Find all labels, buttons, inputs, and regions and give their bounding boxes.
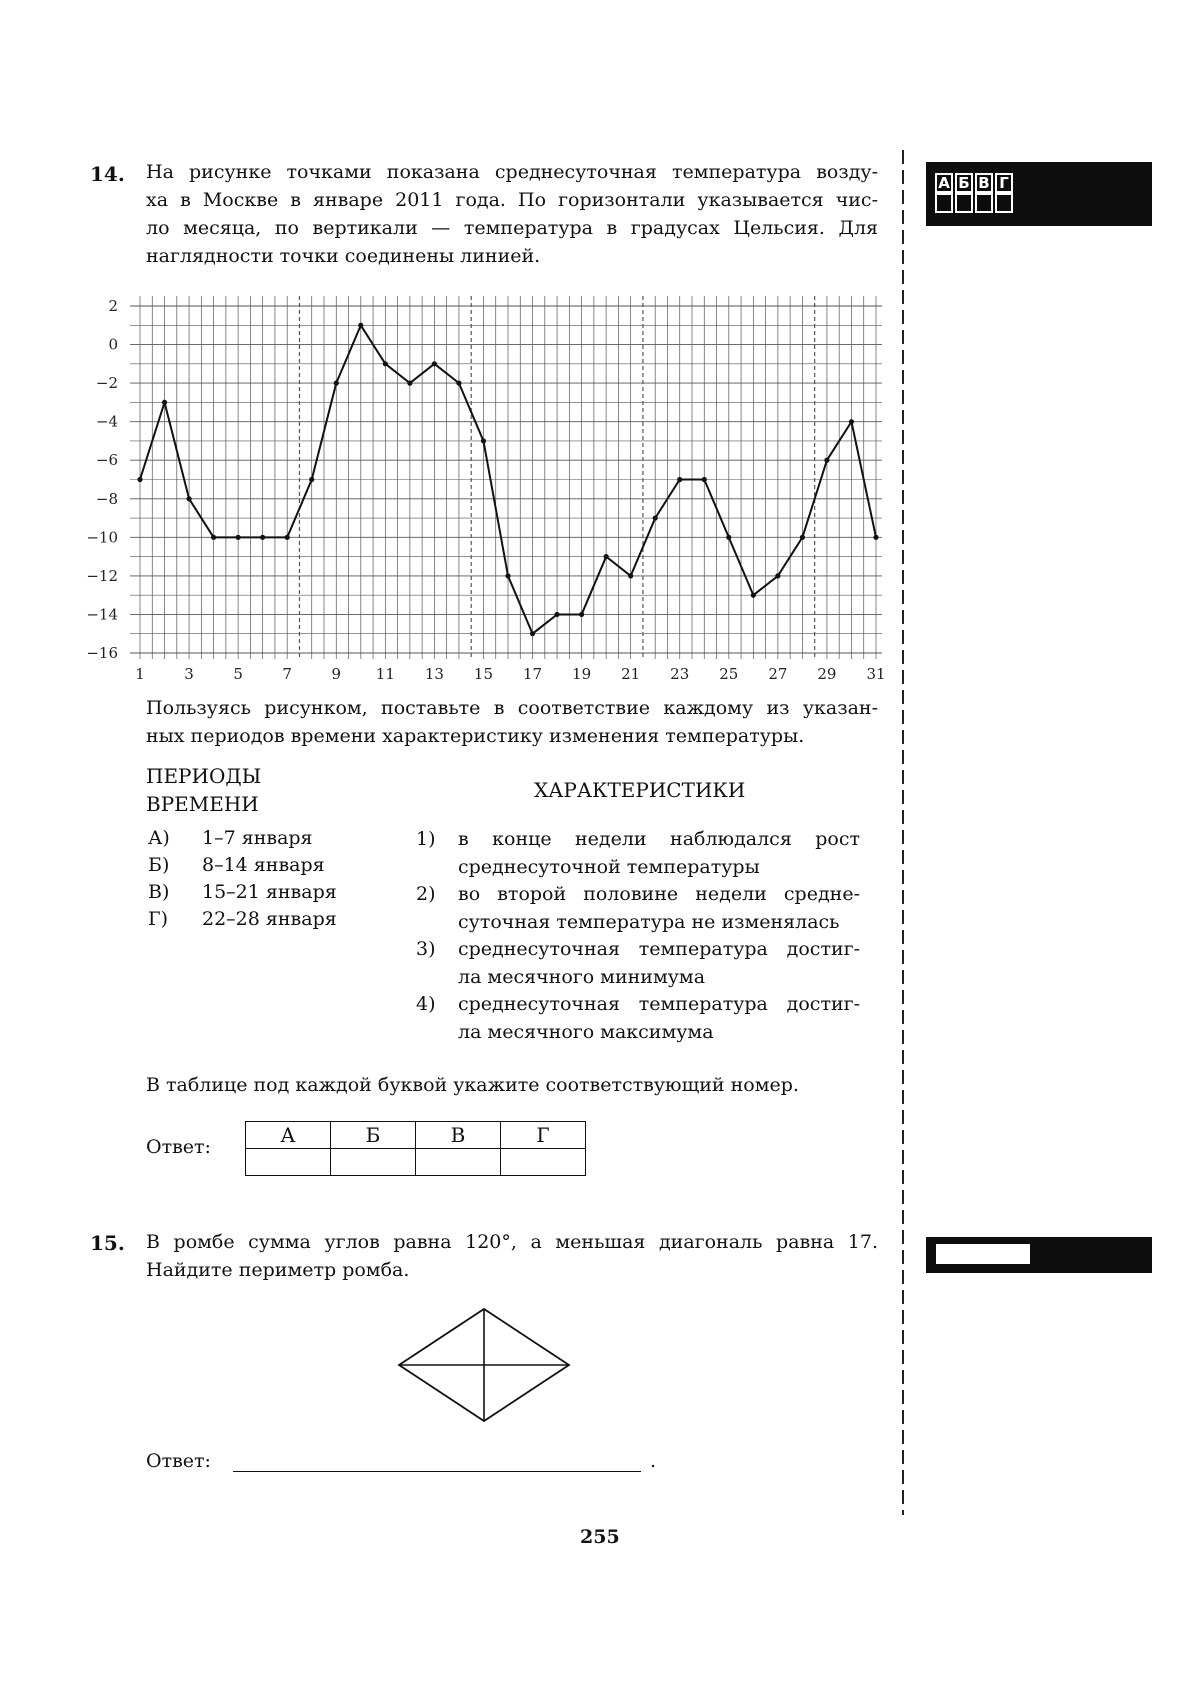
y-axis-ticks [86, 297, 118, 662]
data-point [285, 535, 290, 540]
x-tick-label: 17 [522, 665, 543, 683]
code-cell[interactable] [995, 193, 1013, 213]
data-point [481, 438, 486, 443]
x-tick-label: 5 [233, 665, 243, 683]
data-point [579, 612, 584, 617]
answer-table-header: Б [331, 1122, 416, 1149]
data-point [628, 573, 633, 578]
x-tick-label: 3 [184, 665, 194, 683]
period-text: 8–14 января [202, 854, 325, 876]
problem-15-line: В ромбе сумма углов равна 120°, а меньшая диагональ равна 17. [146, 1231, 878, 1253]
x-tick-label: 21 [621, 665, 641, 683]
data-point [505, 573, 510, 578]
x-tick-label: 31 [866, 665, 886, 683]
code-cell[interactable] [975, 193, 993, 213]
periods-heading-line: ВРЕМЕНИ [146, 792, 259, 816]
y-tick-label: −6 [95, 451, 118, 470]
data-point [432, 361, 437, 366]
matching-instruction [146, 694, 878, 750]
answer-end-mark-15: . [650, 1450, 657, 1472]
code-letter: Б [955, 173, 973, 193]
periods-heading [146, 762, 261, 818]
characteristics-heading: ХАРАКТЕРИСТИКИ [534, 778, 746, 802]
data-point [383, 361, 388, 366]
data-point [358, 323, 363, 328]
matching-instruction-line: Пользуясь рисунком, поставьте в соответствие каждому из указан- [146, 697, 878, 719]
data-point [726, 535, 731, 540]
data-point [677, 477, 682, 482]
x-tick-label: 29 [817, 665, 837, 683]
temperature-chart [86, 290, 890, 700]
problem-14-line: На рисунке точками показана среднесуточная температура возду- [146, 161, 878, 183]
y-tick-label: −8 [95, 489, 118, 508]
data-point [702, 477, 707, 482]
characteristic-line: среднесуточной температуры [458, 856, 760, 878]
answer-table-header: Г [501, 1122, 586, 1149]
answer-table-cell[interactable] [246, 1149, 331, 1176]
period-label: В) [148, 881, 170, 903]
y-tick-label: 2 [108, 297, 118, 315]
answer-table-header: В [416, 1122, 501, 1149]
characteristic-line: в конце недели наблюдался рост [458, 828, 860, 850]
answer-table-cell[interactable] [331, 1149, 416, 1176]
characteristic-line: среднесуточная температура достиг- [458, 993, 860, 1015]
x-tick-label: 25 [719, 665, 739, 683]
period-item [148, 906, 337, 933]
code-cell[interactable] [955, 193, 973, 213]
answer-table-header: А [246, 1122, 331, 1149]
answer-label-14: Ответ: [146, 1136, 211, 1158]
periods-heading-line: ПЕРИОДЫ [146, 764, 262, 788]
x-tick-label: 13 [424, 665, 444, 683]
data-point [236, 535, 241, 540]
x-tick-label: 1 [135, 665, 145, 683]
problem-14-text [146, 158, 878, 270]
problem-14-line: ло месяца, по вертикали — температура в градусах Цельсия. Для [146, 217, 878, 239]
y-tick-label: −16 [86, 644, 118, 662]
answer-label-15: Ответ: [146, 1450, 211, 1472]
problem-15-text [146, 1228, 878, 1284]
characteristic-line: среднесуточная температура достиг- [458, 938, 860, 960]
data-point [162, 400, 167, 405]
period-text: 15–21 января [202, 881, 337, 903]
answer-input-15[interactable] [233, 1471, 641, 1472]
answer-code-box-15 [926, 1237, 1152, 1273]
data-point [137, 477, 142, 482]
characteristic-number: 2) [416, 883, 436, 905]
problem-14-line: наглядности точки соединены линией. [146, 245, 541, 267]
characteristic-number: 4) [416, 993, 436, 1015]
data-point [849, 419, 854, 424]
characteristic-line: суточная температура не изменялась [458, 911, 840, 933]
x-tick-label: 23 [670, 665, 690, 683]
data-point [604, 554, 609, 559]
data-point [334, 381, 339, 386]
answer-code-box-14 [926, 162, 1152, 226]
problem-14-number: 14. [90, 162, 125, 186]
y-tick-label: −14 [86, 605, 118, 624]
data-point [260, 535, 265, 540]
characteristic-line: ла месячного максимума [458, 1021, 714, 1043]
page-number: 255 [580, 1526, 620, 1548]
characteristic-line: во второй половине недели средне- [458, 883, 860, 905]
period-text: 22–28 января [202, 908, 337, 930]
x-tick-label: 19 [572, 665, 592, 683]
data-point [530, 631, 535, 636]
characteristic-line: ла месячного минимума [458, 966, 706, 988]
period-item [148, 879, 337, 906]
code-letter: А [935, 173, 953, 193]
x-tick-label: 27 [768, 665, 788, 683]
y-tick-label: 0 [108, 335, 118, 354]
y-tick-label: −10 [86, 528, 118, 547]
period-label: Б) [148, 854, 170, 876]
data-point [800, 535, 805, 540]
period-label: Г) [148, 908, 168, 930]
period-item [148, 825, 313, 852]
cut-line [902, 150, 904, 1515]
code-letter: В [975, 173, 993, 193]
data-point [751, 593, 756, 598]
code-letter: Г [995, 173, 1013, 193]
rhombus-figure [396, 1306, 574, 1426]
answer-table-cell[interactable] [416, 1149, 501, 1176]
table-instruction: В таблице под каждой буквой укажите соответствующий номер. [146, 1074, 799, 1096]
answer-field-15-box[interactable] [936, 1244, 1030, 1264]
x-axis-ticks [135, 665, 885, 683]
data-point [824, 458, 829, 463]
y-tick-label: −12 [86, 566, 118, 585]
code-cell[interactable] [935, 193, 953, 213]
problem-15-number: 15. [90, 1231, 125, 1255]
characteristic-number: 3) [416, 938, 436, 960]
chart-grid [130, 296, 882, 659]
data-point [554, 612, 559, 617]
period-item [148, 852, 325, 879]
data-point [653, 515, 658, 520]
data-point [309, 477, 314, 482]
data-point [775, 573, 780, 578]
y-tick-label: −2 [95, 374, 118, 393]
data-point [211, 535, 216, 540]
period-label: А) [148, 827, 170, 849]
characteristic-number: 1) [416, 828, 436, 850]
x-tick-label: 7 [282, 665, 292, 683]
x-tick-label: 9 [331, 665, 342, 683]
x-tick-label: 15 [473, 665, 494, 683]
y-tick-label: −4 [95, 412, 118, 431]
period-text: 1–7 января [202, 827, 313, 849]
data-point [186, 496, 191, 501]
x-tick-label: 11 [375, 665, 395, 683]
data-point [456, 381, 461, 386]
data-point [407, 381, 412, 386]
problem-14-line: ха в Москве в январе 2011 года. По горизонтали указывается чис- [146, 189, 878, 211]
answer-table-14 [245, 1121, 586, 1176]
data-point [873, 535, 878, 540]
answer-table-cell[interactable] [501, 1149, 586, 1176]
matching-instruction-line: ных периодов времени характеристику изменения температуры. [146, 725, 805, 747]
problem-15-line: Найдите периметр ромба. [146, 1259, 410, 1281]
